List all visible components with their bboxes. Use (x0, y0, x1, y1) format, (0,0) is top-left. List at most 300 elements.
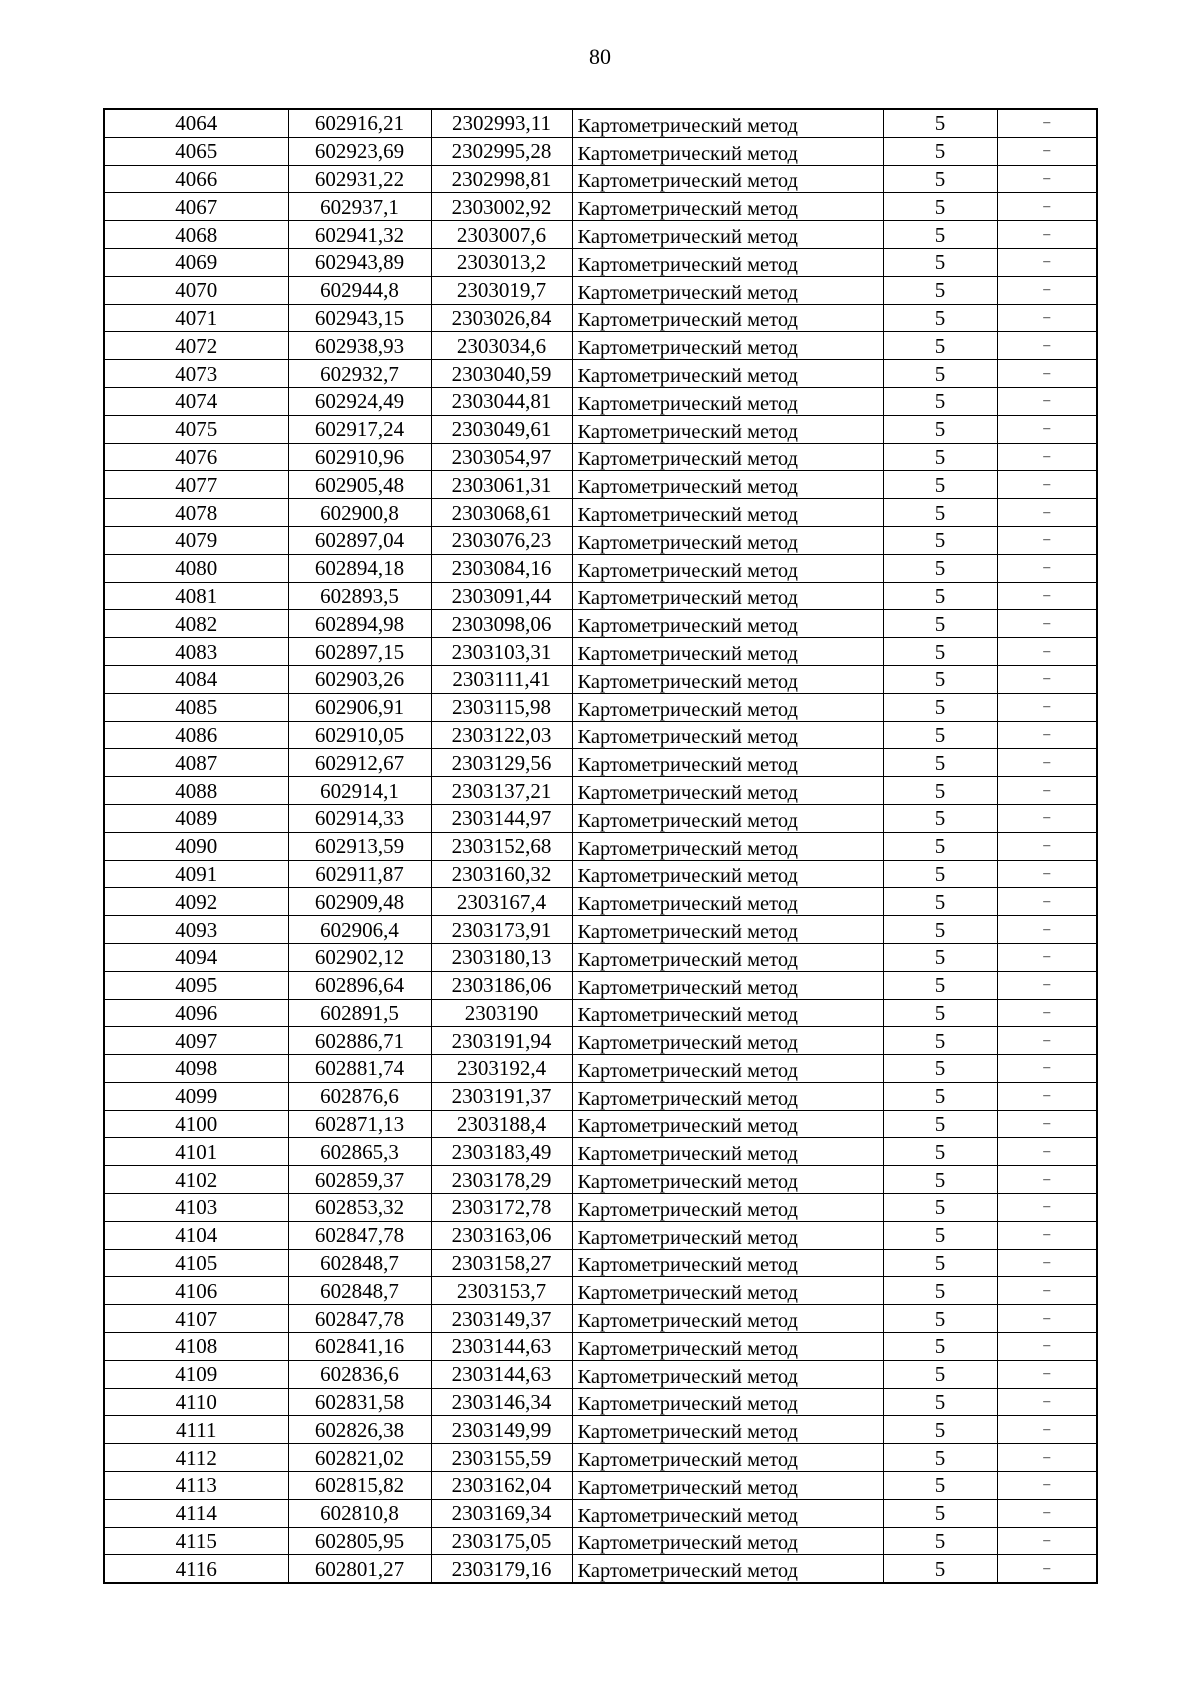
table-row (104, 248, 1097, 276)
point-number-cell: 4071 (104, 304, 288, 332)
method-cell: Картометрический метод (572, 1221, 883, 1249)
y-coordinate-cell: 2303007,6 (431, 221, 572, 249)
x-coordinate-cell: 602909,48 (288, 888, 431, 916)
table-row (104, 860, 1097, 888)
accuracy-cell: 5 (883, 1472, 997, 1500)
accuracy-cell: 5 (883, 276, 997, 304)
method-cell: Картометрический метод (572, 943, 883, 971)
table-row (104, 165, 1097, 193)
point-number-cell: 4093 (104, 916, 288, 944)
method-cell: Картометрический метод (572, 1249, 883, 1277)
y-coordinate-cell: 2303188,4 (431, 1110, 572, 1138)
point-number-cell: 4091 (104, 860, 288, 888)
point-number-cell: 4074 (104, 387, 288, 415)
method-cell: Картометрический метод (572, 221, 883, 249)
point-number-cell: 4094 (104, 943, 288, 971)
point-number-cell: 4075 (104, 415, 288, 443)
method-cell: Картометрический метод (572, 1138, 883, 1166)
method-cell: Картометрический метод (572, 276, 883, 304)
point-number-cell: 4116 (104, 1555, 288, 1583)
table-row (104, 1360, 1097, 1388)
table-row (104, 916, 1097, 944)
point-number-cell: 4084 (104, 665, 288, 693)
description-cell: – (997, 971, 1097, 999)
accuracy-cell: 5 (883, 1221, 997, 1249)
method-cell: Картометрический метод (572, 499, 883, 527)
accuracy-cell: 5 (883, 554, 997, 582)
table-row (104, 109, 1097, 137)
method-cell: Картометрический метод (572, 916, 883, 944)
x-coordinate-cell: 602876,6 (288, 1082, 431, 1110)
point-number-cell: 4099 (104, 1082, 288, 1110)
point-number-cell: 4095 (104, 971, 288, 999)
accuracy-cell: 5 (883, 1305, 997, 1333)
method-cell: Картометрический метод (572, 193, 883, 221)
description-cell: – (997, 1472, 1097, 1500)
description-cell: – (997, 916, 1097, 944)
accuracy-cell: 5 (883, 943, 997, 971)
point-number-cell: 4088 (104, 777, 288, 805)
y-coordinate-cell: 2303013,2 (431, 248, 572, 276)
x-coordinate-cell: 602893,5 (288, 582, 431, 610)
table-row (104, 999, 1097, 1027)
y-coordinate-cell: 2303163,06 (431, 1221, 572, 1249)
point-number-cell: 4105 (104, 1249, 288, 1277)
accuracy-cell: 5 (883, 304, 997, 332)
description-cell: – (997, 888, 1097, 916)
point-number-cell: 4108 (104, 1333, 288, 1361)
description-cell: – (997, 554, 1097, 582)
y-coordinate-cell: 2303186,06 (431, 971, 572, 999)
method-cell: Картометрический метод (572, 804, 883, 832)
description-cell: – (997, 749, 1097, 777)
method-cell: Картометрический метод (572, 1110, 883, 1138)
point-number-cell: 4112 (104, 1444, 288, 1472)
method-cell: Картометрический метод (572, 832, 883, 860)
description-cell: – (997, 526, 1097, 554)
y-coordinate-cell: 2303178,29 (431, 1166, 572, 1194)
y-coordinate-cell: 2303191,37 (431, 1082, 572, 1110)
accuracy-cell: 5 (883, 221, 997, 249)
y-coordinate-cell: 2303152,68 (431, 832, 572, 860)
method-cell: Картометрический метод (572, 304, 883, 332)
table-row (104, 638, 1097, 666)
point-number-cell: 4090 (104, 832, 288, 860)
y-coordinate-cell: 2302995,28 (431, 137, 572, 165)
method-cell: Картометрический метод (572, 999, 883, 1027)
description-cell: – (997, 832, 1097, 860)
method-cell: Картометрический метод (572, 1472, 883, 1500)
point-number-cell: 4069 (104, 248, 288, 276)
y-coordinate-cell: 2303149,99 (431, 1416, 572, 1444)
point-number-cell: 4110 (104, 1388, 288, 1416)
description-cell: – (997, 943, 1097, 971)
description-cell: – (997, 1194, 1097, 1222)
point-number-cell: 4104 (104, 1221, 288, 1249)
point-number-cell: 4100 (104, 1110, 288, 1138)
accuracy-cell: 5 (883, 1360, 997, 1388)
table-row (104, 1555, 1097, 1583)
y-coordinate-cell: 2303192,4 (431, 1055, 572, 1083)
x-coordinate-cell: 602848,7 (288, 1277, 431, 1305)
method-cell: Картометрический метод (572, 749, 883, 777)
point-number-cell: 4070 (104, 276, 288, 304)
description-cell: – (997, 860, 1097, 888)
accuracy-cell: 5 (883, 832, 997, 860)
x-coordinate-cell: 602914,1 (288, 777, 431, 805)
y-coordinate-cell: 2303084,16 (431, 554, 572, 582)
description-cell: – (997, 276, 1097, 304)
point-number-cell: 4111 (104, 1416, 288, 1444)
x-coordinate-cell: 602923,69 (288, 137, 431, 165)
y-coordinate-cell: 2303160,32 (431, 860, 572, 888)
description-cell: – (997, 1444, 1097, 1472)
x-coordinate-cell: 602903,26 (288, 665, 431, 693)
x-coordinate-cell: 602931,22 (288, 165, 431, 193)
point-number-cell: 4101 (104, 1138, 288, 1166)
accuracy-cell: 5 (883, 1499, 997, 1527)
table-row (104, 387, 1097, 415)
accuracy-cell: 5 (883, 860, 997, 888)
point-number-cell: 4098 (104, 1055, 288, 1083)
x-coordinate-cell: 602896,64 (288, 971, 431, 999)
description-cell: – (997, 1388, 1097, 1416)
point-number-cell: 4064 (104, 109, 288, 137)
table-row (104, 749, 1097, 777)
description-cell: – (997, 1499, 1097, 1527)
table-row (104, 1194, 1097, 1222)
x-coordinate-cell: 602847,78 (288, 1221, 431, 1249)
accuracy-cell: 5 (883, 721, 997, 749)
description-cell: – (997, 638, 1097, 666)
point-number-cell: 4065 (104, 137, 288, 165)
method-cell: Картометрический метод (572, 1388, 883, 1416)
table-row (104, 221, 1097, 249)
description-cell: – (997, 1166, 1097, 1194)
method-cell: Картометрический метод (572, 165, 883, 193)
method-cell: Картометрический метод (572, 1027, 883, 1055)
table-row (104, 804, 1097, 832)
x-coordinate-cell: 602914,33 (288, 804, 431, 832)
table-row (104, 276, 1097, 304)
y-coordinate-cell: 2303175,05 (431, 1527, 572, 1555)
x-coordinate-cell: 602853,32 (288, 1194, 431, 1222)
point-number-cell: 4107 (104, 1305, 288, 1333)
x-coordinate-cell: 602910,96 (288, 443, 431, 471)
y-coordinate-cell: 2303137,21 (431, 777, 572, 805)
method-cell: Картометрический метод (572, 415, 883, 443)
x-coordinate-cell: 602894,98 (288, 610, 431, 638)
coordinates-table (103, 108, 1098, 1584)
accuracy-cell: 5 (883, 137, 997, 165)
description-cell: – (997, 248, 1097, 276)
accuracy-cell: 5 (883, 1138, 997, 1166)
table-row (104, 610, 1097, 638)
x-coordinate-cell: 602906,4 (288, 916, 431, 944)
x-coordinate-cell: 602924,49 (288, 387, 431, 415)
accuracy-cell: 5 (883, 109, 997, 137)
y-coordinate-cell: 2303068,61 (431, 499, 572, 527)
y-coordinate-cell: 2303180,13 (431, 943, 572, 971)
description-cell: – (997, 1082, 1097, 1110)
x-coordinate-cell: 602902,12 (288, 943, 431, 971)
accuracy-cell: 5 (883, 1555, 997, 1583)
description-cell: – (997, 332, 1097, 360)
x-coordinate-cell: 602831,58 (288, 1388, 431, 1416)
table-row (104, 1110, 1097, 1138)
y-coordinate-cell: 2303115,98 (431, 693, 572, 721)
coordinates-table-body (104, 109, 1097, 1583)
y-coordinate-cell: 2303026,84 (431, 304, 572, 332)
method-cell: Картометрический метод (572, 971, 883, 999)
y-coordinate-cell: 2303183,49 (431, 1138, 572, 1166)
description-cell: – (997, 387, 1097, 415)
x-coordinate-cell: 602821,02 (288, 1444, 431, 1472)
point-number-cell: 4103 (104, 1194, 288, 1222)
description-cell: – (997, 777, 1097, 805)
y-coordinate-cell: 2303173,91 (431, 916, 572, 944)
accuracy-cell: 5 (883, 582, 997, 610)
x-coordinate-cell: 602848,7 (288, 1249, 431, 1277)
point-number-cell: 4066 (104, 165, 288, 193)
y-coordinate-cell: 2303061,31 (431, 471, 572, 499)
accuracy-cell: 5 (883, 610, 997, 638)
table-row (104, 193, 1097, 221)
y-coordinate-cell: 2303153,7 (431, 1277, 572, 1305)
x-coordinate-cell: 602847,78 (288, 1305, 431, 1333)
description-cell: – (997, 1110, 1097, 1138)
y-coordinate-cell: 2303040,59 (431, 360, 572, 388)
method-cell: Картометрический метод (572, 471, 883, 499)
y-coordinate-cell: 2303149,37 (431, 1305, 572, 1333)
y-coordinate-cell: 2303111,41 (431, 665, 572, 693)
table-row (104, 1499, 1097, 1527)
point-number-cell: 4092 (104, 888, 288, 916)
point-number-cell: 4081 (104, 582, 288, 610)
y-coordinate-cell: 2303019,7 (431, 276, 572, 304)
description-cell: – (997, 109, 1097, 137)
point-number-cell: 4089 (104, 804, 288, 832)
accuracy-cell: 5 (883, 1082, 997, 1110)
description-cell: – (997, 1416, 1097, 1444)
description-cell: – (997, 443, 1097, 471)
accuracy-cell: 5 (883, 1277, 997, 1305)
accuracy-cell: 5 (883, 1055, 997, 1083)
description-cell: – (997, 304, 1097, 332)
method-cell: Картометрический метод (572, 332, 883, 360)
point-number-cell: 4072 (104, 332, 288, 360)
x-coordinate-cell: 602912,67 (288, 749, 431, 777)
x-coordinate-cell: 602937,1 (288, 193, 431, 221)
table-row (104, 1416, 1097, 1444)
accuracy-cell: 5 (883, 1388, 997, 1416)
method-cell: Картометрический метод (572, 1360, 883, 1388)
x-coordinate-cell: 602886,71 (288, 1027, 431, 1055)
method-cell: Картометрический метод (572, 443, 883, 471)
description-cell: – (997, 165, 1097, 193)
x-coordinate-cell: 602944,8 (288, 276, 431, 304)
point-number-cell: 4082 (104, 610, 288, 638)
accuracy-cell: 5 (883, 1249, 997, 1277)
x-coordinate-cell: 602897,04 (288, 526, 431, 554)
accuracy-cell: 5 (883, 1110, 997, 1138)
table-row (104, 471, 1097, 499)
x-coordinate-cell: 602941,32 (288, 221, 431, 249)
method-cell: Картометрический метод (572, 1166, 883, 1194)
y-coordinate-cell: 2303144,63 (431, 1333, 572, 1361)
table-row (104, 777, 1097, 805)
y-coordinate-cell: 2303167,4 (431, 888, 572, 916)
description-cell: – (997, 999, 1097, 1027)
table-row (104, 526, 1097, 554)
description-cell: – (997, 1360, 1097, 1388)
table-row (104, 1388, 1097, 1416)
description-cell: – (997, 582, 1097, 610)
method-cell: Картометрический метод (572, 1444, 883, 1472)
point-number-cell: 4096 (104, 999, 288, 1027)
table-row (104, 1527, 1097, 1555)
accuracy-cell: 5 (883, 1166, 997, 1194)
point-number-cell: 4078 (104, 499, 288, 527)
x-coordinate-cell: 602815,82 (288, 1472, 431, 1500)
method-cell: Картометрический метод (572, 638, 883, 666)
method-cell: Картометрический метод (572, 860, 883, 888)
table-row (104, 1333, 1097, 1361)
description-cell: – (997, 499, 1097, 527)
accuracy-cell: 5 (883, 1444, 997, 1472)
description-cell: – (997, 665, 1097, 693)
y-coordinate-cell: 2303103,31 (431, 638, 572, 666)
table-row (104, 832, 1097, 860)
table-row (104, 415, 1097, 443)
method-cell: Картометрический метод (572, 554, 883, 582)
description-cell: – (997, 137, 1097, 165)
point-number-cell: 4114 (104, 1499, 288, 1527)
y-coordinate-cell: 2303162,04 (431, 1472, 572, 1500)
table-row (104, 1027, 1097, 1055)
accuracy-cell: 5 (883, 415, 997, 443)
accuracy-cell: 5 (883, 387, 997, 415)
method-cell: Картометрический метод (572, 109, 883, 137)
method-cell: Картометрический метод (572, 1055, 883, 1083)
accuracy-cell: 5 (883, 165, 997, 193)
method-cell: Картометрический метод (572, 610, 883, 638)
description-cell: – (997, 1333, 1097, 1361)
x-coordinate-cell: 602911,87 (288, 860, 431, 888)
y-coordinate-cell: 2303144,63 (431, 1360, 572, 1388)
point-number-cell: 4068 (104, 221, 288, 249)
description-cell: – (997, 360, 1097, 388)
table-row (104, 554, 1097, 582)
point-number-cell: 4079 (104, 526, 288, 554)
method-cell: Картометрический метод (572, 721, 883, 749)
accuracy-cell: 5 (883, 1416, 997, 1444)
x-coordinate-cell: 602916,21 (288, 109, 431, 137)
method-cell: Картометрический метод (572, 387, 883, 415)
description-cell: – (997, 193, 1097, 221)
accuracy-cell: 5 (883, 916, 997, 944)
method-cell: Картометрический метод (572, 248, 883, 276)
y-coordinate-cell: 2303172,78 (431, 1194, 572, 1222)
accuracy-cell: 5 (883, 749, 997, 777)
table-row (104, 1055, 1097, 1083)
table-row (104, 1166, 1097, 1194)
method-cell: Картометрический метод (572, 693, 883, 721)
y-coordinate-cell: 2302993,11 (431, 109, 572, 137)
description-cell: – (997, 804, 1097, 832)
page-number: 80 (589, 44, 611, 69)
table-row (104, 1221, 1097, 1249)
table-row (104, 693, 1097, 721)
table-row (104, 1472, 1097, 1500)
table-row (104, 360, 1097, 388)
x-coordinate-cell: 602881,74 (288, 1055, 431, 1083)
y-coordinate-cell: 2303034,6 (431, 332, 572, 360)
method-cell: Картометрический метод (572, 1555, 883, 1583)
point-number-cell: 4076 (104, 443, 288, 471)
x-coordinate-cell: 602913,59 (288, 832, 431, 860)
accuracy-cell: 5 (883, 1527, 997, 1555)
accuracy-cell: 5 (883, 1027, 997, 1055)
y-coordinate-cell: 2303076,23 (431, 526, 572, 554)
x-coordinate-cell: 602826,38 (288, 1416, 431, 1444)
description-cell: – (997, 415, 1097, 443)
description-cell: – (997, 1555, 1097, 1583)
description-cell: – (997, 693, 1097, 721)
y-coordinate-cell: 2303179,16 (431, 1555, 572, 1583)
method-cell: Картометрический метод (572, 526, 883, 554)
table-row (104, 888, 1097, 916)
x-coordinate-cell: 602900,8 (288, 499, 431, 527)
method-cell: Картометрический метод (572, 1194, 883, 1222)
accuracy-cell: 5 (883, 1194, 997, 1222)
method-cell: Картометрический метод (572, 582, 883, 610)
y-coordinate-cell: 2303158,27 (431, 1249, 572, 1277)
method-cell: Картометрический метод (572, 777, 883, 805)
point-number-cell: 4087 (104, 749, 288, 777)
y-coordinate-cell: 2303146,34 (431, 1388, 572, 1416)
description-cell: – (997, 1027, 1097, 1055)
table-row (104, 1444, 1097, 1472)
accuracy-cell: 5 (883, 499, 997, 527)
y-coordinate-cell: 2303190 (431, 999, 572, 1027)
accuracy-cell: 5 (883, 360, 997, 388)
table-row (104, 1305, 1097, 1333)
x-coordinate-cell: 602891,5 (288, 999, 431, 1027)
description-cell: – (997, 1305, 1097, 1333)
method-cell: Картометрический метод (572, 888, 883, 916)
accuracy-cell: 5 (883, 332, 997, 360)
description-cell: – (997, 471, 1097, 499)
accuracy-cell: 5 (883, 248, 997, 276)
accuracy-cell: 5 (883, 693, 997, 721)
table-row (104, 304, 1097, 332)
description-cell: – (997, 1055, 1097, 1083)
y-coordinate-cell: 2303002,92 (431, 193, 572, 221)
accuracy-cell: 5 (883, 888, 997, 916)
accuracy-cell: 5 (883, 1333, 997, 1361)
accuracy-cell: 5 (883, 971, 997, 999)
point-number-cell: 4113 (104, 1472, 288, 1500)
point-number-cell: 4073 (104, 360, 288, 388)
description-cell: – (997, 1277, 1097, 1305)
method-cell: Картометрический метод (572, 1305, 883, 1333)
description-cell: – (997, 610, 1097, 638)
accuracy-cell: 5 (883, 804, 997, 832)
y-coordinate-cell: 2303054,97 (431, 443, 572, 471)
x-coordinate-cell: 602917,24 (288, 415, 431, 443)
x-coordinate-cell: 602801,27 (288, 1555, 431, 1583)
